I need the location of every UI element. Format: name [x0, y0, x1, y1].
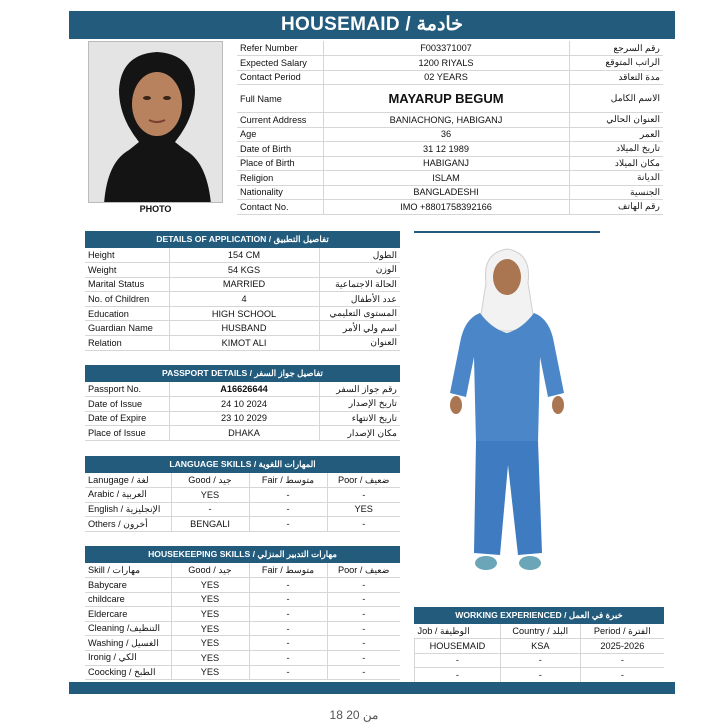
row-value: 54 KGS — [169, 263, 319, 278]
table-cell: Ironig / الكي — [85, 651, 171, 666]
column-header: Good / جيد — [171, 473, 249, 488]
table-cell: - — [327, 592, 400, 607]
column-header: Fair / متوسط — [249, 473, 327, 488]
column-header: Good / جيد — [171, 563, 249, 578]
table-cell: - — [249, 651, 327, 666]
table-cell: YES — [171, 636, 249, 651]
info-label: Refer Number — [237, 41, 323, 56]
info-row — [237, 142, 663, 157]
housekeeping-skills-heading: HOUSEKEEPING SKILLS / مهارات التدبير المنزلي — [85, 546, 400, 563]
table-row — [85, 248, 400, 263]
table-cell: - — [500, 668, 580, 683]
info-value: BANIACHONG, HABIGANJ — [323, 113, 569, 128]
row-label-ar: تاريخ الانتهاء — [319, 411, 400, 426]
table-row — [85, 502, 400, 517]
passport-details-section — [85, 365, 400, 441]
info-row — [237, 85, 663, 113]
working-experience-section — [414, 607, 664, 683]
table-cell: HOUSEMAID — [415, 639, 501, 654]
info-label-ar: العمر — [569, 127, 663, 142]
info-row — [237, 156, 663, 171]
info-row — [237, 185, 663, 200]
info-label: Contact No. — [237, 200, 323, 215]
table-cell: Cleaning /التنظيف — [85, 621, 171, 636]
table-header-row — [415, 624, 665, 639]
page-number: 18 من 20 — [329, 708, 379, 722]
info-row — [237, 113, 663, 128]
column-header: Skill / مهارات — [85, 563, 171, 578]
table-cell: YES — [171, 651, 249, 666]
info-label-ar: الراتب المتوقع — [569, 56, 663, 71]
table-row — [85, 592, 400, 607]
row-label-ar: العنوان — [319, 336, 400, 351]
info-label-ar: رقم الهاتف — [569, 200, 663, 215]
table-cell: YES — [171, 578, 249, 593]
table-cell: - — [249, 592, 327, 607]
full-body-image — [414, 233, 600, 593]
table-cell: Washing / الغسيل — [85, 636, 171, 651]
table-cell: BENGALI — [171, 517, 249, 532]
table-row — [85, 411, 400, 426]
table-cell: - — [327, 578, 400, 593]
info-row — [237, 56, 663, 71]
row-value: 154 CM — [169, 248, 319, 263]
info-label-ar: الاسم الكامل — [569, 85, 663, 113]
info-label: Contact Period — [237, 70, 323, 85]
row-label-ar: الوزن — [319, 263, 400, 278]
table-row — [85, 382, 400, 397]
table-row — [85, 336, 400, 351]
table-row — [85, 306, 400, 321]
table-cell: Coocking / الطبخ — [85, 665, 171, 680]
table-cell: - — [327, 665, 400, 680]
info-value: 31 12 1989 — [323, 142, 569, 157]
info-label-ar: مدة التعاقد — [569, 70, 663, 85]
working-experience-heading: WORKING EXPERIENCED / خبرة في العمل — [414, 607, 664, 624]
info-label: Religion — [237, 171, 323, 186]
table-cell: 2025-2026 — [580, 639, 664, 654]
table-row — [85, 621, 400, 636]
row-value: MARRIED — [169, 277, 319, 292]
info-label-ar: الديانة — [569, 171, 663, 186]
table-cell: English / الإنجليزية — [85, 502, 171, 517]
language-skills-heading: LANGUAGE SKILLS / المهارات اللغوية — [85, 456, 400, 473]
table-row — [85, 488, 400, 503]
table-row — [415, 639, 665, 654]
photo-label: PHOTO — [139, 204, 172, 214]
table-cell: YES — [171, 592, 249, 607]
language-skills-section — [85, 456, 400, 532]
row-label-ar: تاريخ الإصدار — [319, 397, 400, 412]
candidate-info-table — [237, 41, 663, 215]
cv-page — [69, 11, 675, 694]
table-header-row — [85, 563, 400, 578]
table-cell: - — [580, 668, 664, 683]
info-row — [237, 171, 663, 186]
info-label: Current Address — [237, 113, 323, 128]
language-skills-table — [85, 473, 400, 532]
passport-details-table — [85, 382, 400, 441]
row-value: HIGH SCHOOL — [169, 306, 319, 321]
info-value: HABIGANJ — [323, 156, 569, 171]
table-cell: YES — [327, 502, 400, 517]
table-row — [415, 653, 665, 668]
table-cell: - — [415, 653, 501, 668]
row-label: Date of Expire — [85, 411, 169, 426]
row-label: Date of Issue — [85, 397, 169, 412]
info-label: Date of Birth — [237, 142, 323, 157]
row-label-ar: مكان الإصدار — [319, 426, 400, 441]
row-label: Marital Status — [85, 277, 169, 292]
table-cell: YES — [171, 665, 249, 680]
table-cell: - — [249, 665, 327, 680]
table-cell: YES — [171, 607, 249, 622]
table-cell: - — [415, 668, 501, 683]
table-cell: - — [249, 621, 327, 636]
table-row — [85, 607, 400, 622]
table-cell: - — [171, 502, 249, 517]
info-label-ar: الجنسية — [569, 185, 663, 200]
table-cell: - — [327, 488, 400, 503]
row-label: Relation — [85, 336, 169, 351]
row-value: 4 — [169, 292, 319, 307]
column-header: Poor / ضعيف — [327, 473, 400, 488]
table-row — [85, 651, 400, 666]
table-cell: - — [249, 502, 327, 517]
row-label-ar: الطول — [319, 248, 400, 263]
row-label-ar: عدد الأطفال — [319, 292, 400, 307]
housekeeping-skills-section — [85, 546, 400, 680]
row-value: 23 10 2029 — [169, 411, 319, 426]
row-label-ar: رقم جواز السفر — [319, 382, 400, 397]
table-row — [85, 321, 400, 336]
info-value: 02 YEARS — [323, 70, 569, 85]
column-header: Job / الوظيفة — [415, 624, 501, 639]
table-row — [85, 578, 400, 593]
table-cell: childcare — [85, 592, 171, 607]
working-experience-table — [414, 624, 664, 683]
table-cell: - — [327, 636, 400, 651]
row-label: Passport No. — [85, 382, 169, 397]
info-label: Full Name — [237, 85, 323, 113]
table-cell: Others / أخرون — [85, 517, 171, 532]
page-title: HOUSEMAID / خادمة — [69, 11, 675, 39]
info-row — [237, 127, 663, 142]
row-label: Guardian Name — [85, 321, 169, 336]
row-value: DHAKA — [169, 426, 319, 441]
row-label-ar: اسم ولي الأمر — [319, 321, 400, 336]
info-value: F003371007 — [323, 41, 569, 56]
table-cell: KSA — [500, 639, 580, 654]
full-body-photo — [414, 233, 600, 608]
table-row — [415, 668, 665, 683]
table-cell: - — [249, 636, 327, 651]
row-value: KIMOT ALI — [169, 336, 319, 351]
info-value: BANGLADESHI — [323, 185, 569, 200]
column-header: Lanugage / لغة — [85, 473, 171, 488]
info-value: 36 — [323, 127, 569, 142]
row-label-ar: المستوى التعليمي — [319, 306, 400, 321]
row-label: Height — [85, 248, 169, 263]
row-value: HUSBAND — [169, 321, 319, 336]
table-cell: YES — [171, 621, 249, 636]
row-label: Education — [85, 306, 169, 321]
headshot-image — [89, 42, 223, 203]
table-row — [85, 263, 400, 278]
info-value: ISLAM — [323, 171, 569, 186]
table-cell: - — [249, 607, 327, 622]
table-row — [85, 665, 400, 680]
table-row — [85, 517, 400, 532]
table-cell: - — [327, 607, 400, 622]
info-label-ar: رقم السرجع — [569, 41, 663, 56]
info-label-ar: العنوان الحالي — [569, 113, 663, 128]
row-value: 24 10 2024 — [169, 397, 319, 412]
column-header: Period / الفترة — [580, 624, 664, 639]
row-label: No. of Children — [85, 292, 169, 307]
application-details-heading: DETAILS OF APPLICATION / تفاصيل التطبيق — [85, 231, 400, 248]
column-header: Poor / ضعيف — [327, 563, 400, 578]
info-value: IMO +8801758392166 — [323, 200, 569, 215]
table-cell: Eldercare — [85, 607, 171, 622]
table-row — [85, 426, 400, 441]
row-label: Place of Issue — [85, 426, 169, 441]
table-cell: - — [327, 651, 400, 666]
passport-details-heading: PASSPORT DETAILS / تفاصيل جواز السفر — [85, 365, 400, 382]
table-cell: - — [249, 578, 327, 593]
table-cell: - — [249, 488, 327, 503]
table-cell: - — [327, 517, 400, 532]
table-cell: - — [500, 653, 580, 668]
table-header-row — [85, 473, 400, 488]
table-cell: Arabic / العربية — [85, 488, 171, 503]
row-label-ar: الحالة الاجتماعية — [319, 277, 400, 292]
table-cell: Babycare — [85, 578, 171, 593]
info-label-ar: مكان الميلاد — [569, 156, 663, 171]
table-cell: - — [580, 653, 664, 668]
headshot-photo — [88, 41, 223, 203]
info-row — [237, 70, 663, 85]
table-row — [85, 397, 400, 412]
info-row — [237, 41, 663, 56]
table-cell: - — [249, 517, 327, 532]
table-row — [85, 277, 400, 292]
table-cell: YES — [171, 488, 249, 503]
bottom-bar — [69, 682, 675, 694]
table-row — [85, 636, 400, 651]
info-value: 1200 RIYALS — [323, 56, 569, 71]
application-details-table — [85, 248, 400, 351]
application-details-section — [85, 231, 400, 351]
column-header: Country / البلد — [500, 624, 580, 639]
info-row — [237, 200, 663, 215]
row-value: A16626644 — [169, 382, 319, 397]
table-row — [85, 292, 400, 307]
info-label-ar: تاريخ الميلاد — [569, 142, 663, 157]
info-label: Age — [237, 127, 323, 142]
info-label: Place of Birth — [237, 156, 323, 171]
info-label: Expected Salary — [237, 56, 323, 71]
info-label: Nationality — [237, 185, 323, 200]
info-value: MAYARUP BEGUM — [323, 85, 569, 113]
column-header: Fair / متوسط — [249, 563, 327, 578]
row-label: Weight — [85, 263, 169, 278]
housekeeping-skills-table — [85, 563, 400, 680]
table-cell: - — [327, 621, 400, 636]
